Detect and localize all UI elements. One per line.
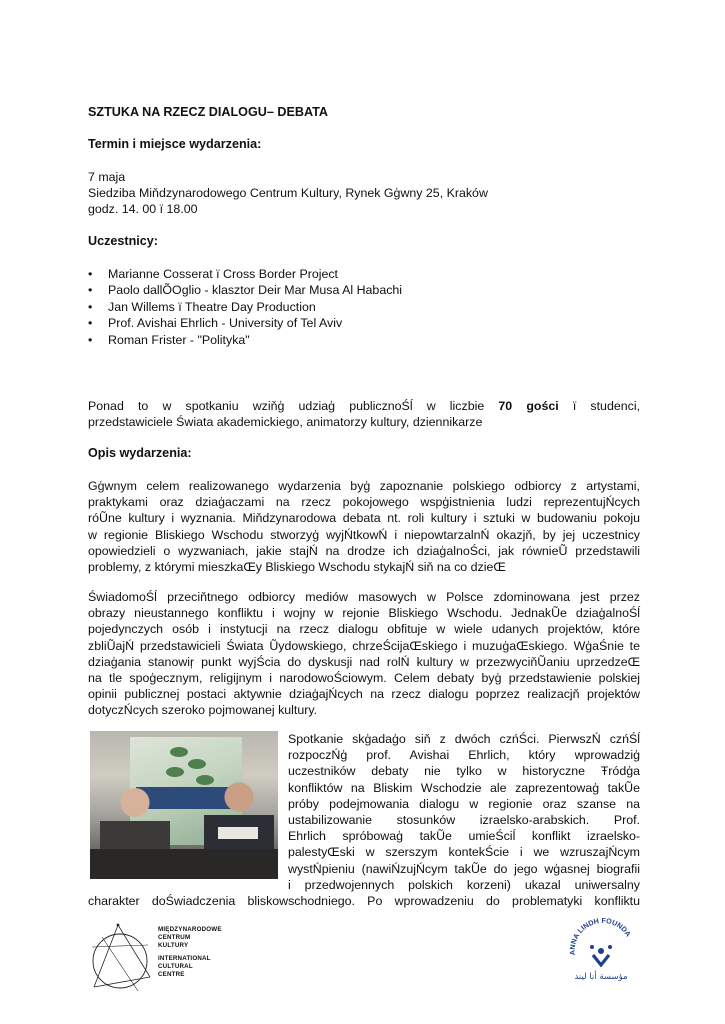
list-item: • Paolo dallÕOglio - klasztor Deir Mar Musa Al Habachi xyxy=(88,282,402,298)
description-paragraph-1: Gģwnym celem realizowanego wydarzenia byģ zapoznanie polskiego odbiorcy z artystami, praktykami oraz dziaģaczami na rzecz pokojowego wspģistnienia ludzi reprezentujŃcych róŨne kultury i wyznania. Miňdzynarodowa debata nt. roli kultury i sztuki w budowaniu pokoju w regionie Bliskiego Wschodu stworzyģ wyjŃtkowŃ i niepowtarzalnŃ okazjň, by jej uczestnicy opowiedzieli o wyzwaniach, jakie stajŃ na drodze ich dziaģalnoŚci, jak równieŨ przedstawili problemy, z którymi mieszkaŒy Bliskiego Wschodu stykajŃ siň na co dzieŒ xyxy=(88,479,640,575)
mck-logo xyxy=(88,917,222,997)
anna-lindh-foundation-logo xyxy=(565,911,637,983)
participants-list xyxy=(88,266,402,348)
participants-heading: Uczestnicy: xyxy=(88,234,158,248)
event-venue: Siedziba Miňdzynarodowego Centrum Kultury, Rynek Gģwny 25, Kraków xyxy=(88,186,488,201)
mck-logo-text: MIĘDZYNARODOWE CENTRUM KULTURY INTERNATIONAL CULTURAL CENTRE xyxy=(158,926,222,978)
list-item: • Marianne Cosserat ï Cross Border Project xyxy=(88,266,402,282)
svg-text:ANNA LINDH FOUNDATION: ANNA LINDH FOUNDA xyxy=(567,915,633,956)
attendance-count: 70 gości xyxy=(498,399,559,413)
attendance-line-1: Ponad to w spotkaniu wziňģ udziaģ publicznoŚĺ w liczbie 70 gości ï studenci, xyxy=(88,399,641,413)
list-item: • Jan Willems ï Theatre Day Production xyxy=(88,299,402,315)
attendance-line-2: przedstawiciele Świata akademickiego, animatorzy kultury, dziennikarze xyxy=(88,415,483,430)
svg-text:مؤسسة أنا ليند: مؤسسة أنا ليند xyxy=(574,972,628,982)
list-item: • Roman Frister - "Polityka" xyxy=(88,332,402,348)
description-paragraph-3-continued: charakter doŚwiadczenia bliskowschodniego. Po wprowadzeniu do problematyki konfliktu xyxy=(88,894,640,908)
description-heading: Opis wydarzenia: xyxy=(88,446,192,460)
debate-photo xyxy=(90,731,278,879)
document-title: SZTUKA NA RZECZ DIALOGU– DEBATA xyxy=(88,105,328,119)
list-item: • Prof. Avishai Ehrlich - University of Tel Aviv xyxy=(88,315,402,331)
attendance-paragraph xyxy=(88,398,640,430)
name-card xyxy=(218,827,258,839)
description-paragraph-2: ŚwiadomoŚĺ przeciňtnego odbiorcy mediów masowych w Polsce zdominowana jest przez obrazy nieustannego konfliktu i wojny w rejonie Bliskiego Wschodu. JednakŨe dziaģalnoŚĺ pojedynczych osób i instytucji na rzecz dialogu obfituje w wiele udanych projektów, które zbliŨajŃ przedstawicieli Świata Ũydowskiego, chrzeŚcijaŒskiego i muzuģaŒskiego. WģaŚnie te dziaģania stanowiŗ punkt wyjŚcia do dyskusji nad rolŃ kultury w przezwyciňŨaniu uprzedzeŒ na tle spoģecznym, religijnym i narodowoŚciowym. Celem debaty byģ przedstawienie polskiej opinii publicznej postaci aktywnie dziaģajŃcych na rzecz dialogu poprzez realizacjň projektów dotyczŃcych szeroko pojmowanej kultury. xyxy=(88,590,640,718)
event-date: 7 maja xyxy=(88,170,126,184)
foundation-emblem-icon xyxy=(565,911,637,983)
mck-emblem-icon xyxy=(88,917,158,995)
event-details xyxy=(88,169,640,218)
event-time: godz. 14. 00 ï 18.00 xyxy=(88,202,198,217)
description-paragraph-3: Spotkanie skģadaģo siň z dwóch czńŚci. PierwszŃ czńŚĺ rozpoczŃģ prof. Avishai Ehrlich, który wprowadziģ uczestników debaty nie tylko w historyczne Ŧródģa konfliktów na Bliskim Wschodzie ale zaprezentowaģ takŨe próby podejmowania dialogu w regionie oraz szanse na ustabilizowanie stosunków izraelsko-arabskich. Prof. Ehrlich spróbowaģ takŨe umieŚciĺ konflikt izraelsko- palestyŒski w szerszym kontekŚcie i we wzruszajŃcym wystŃpieniu (nawiŃzujŃcym takŨe do jego wģasnej biografii i przedwojennych polskich korzeni) ukazal uniwersalny xyxy=(288,732,640,892)
event-heading: Termin i miejsce wydarzenia: xyxy=(88,137,262,151)
speaker-table xyxy=(90,849,278,879)
